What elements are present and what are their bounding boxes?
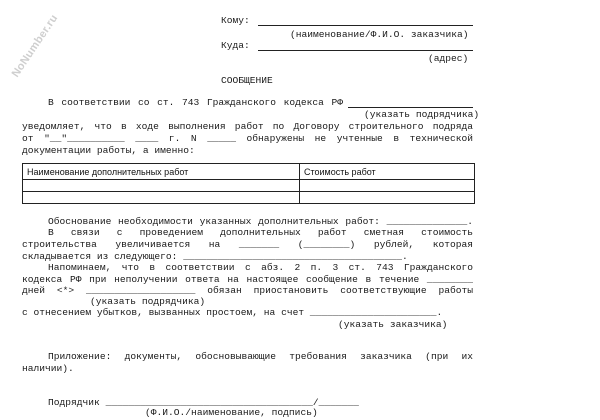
to-label: Кому: [221,15,250,26]
table-cell [300,180,475,192]
reminder-line-3: дней <*> ___________________ обязан приостановить соответствующие работы [22,285,473,296]
column-header-work-cost: Стоимость работ [300,164,475,180]
cost-line-3: складывается из следующего: ______________________________________. [22,251,408,262]
table-cell [23,192,300,204]
notice-line-2: уведомляет, что в ходе выполнения работ по Договору строительного подряда [22,121,473,132]
table-row [23,192,475,204]
column-header-work-name: Наименование дополнительных работ [23,164,300,180]
address-blank [258,50,473,51]
appendix-line-1: Приложение: документы, обосновывающие требования заказчика (при их [48,351,473,362]
table-header-row [23,164,475,180]
signature-line: Подрядчик ____________________________________/_______ [48,397,359,408]
notice-line-1: В соответствии со ст. 743 Гражданского кодекса РФ [48,97,343,108]
reminder-contractor-caption: (указать подрядчика) [90,296,206,307]
reminder-customer-caption: (указать заказчика) [338,319,448,330]
address-caption: (адрес) [428,53,469,64]
reminder-line-2: кодекса РФ при неполучении ответа на настоящее сообщение в течение ________ [22,274,473,285]
address-label: Куда: [221,40,250,51]
to-blank [258,25,473,26]
watermark: NoNumber.ru [9,12,61,80]
notice-line-3: от "__"__________ ____ г. N _____ обнаружены не учтенные в технической [22,133,473,144]
contractor-caption: (указать подрядчика) [364,109,480,120]
table-row [23,180,475,192]
cost-line-2: строительства увеличивается на _______ (________) рублей, которая [22,239,473,250]
additional-works-table [22,163,475,204]
justification-line: Обоснование необходимости указанных дополнительных работ: ______________. [48,216,473,227]
document-title: СООБЩЕНИЕ [221,75,273,86]
notice-line-4: документации работы, а именно: [22,145,195,156]
table-cell [300,192,475,204]
appendix-line-2: наличии). [22,363,74,374]
reminder-line-4: с отнесением убытков, вызванных простоем, на счет ______________________. [22,307,443,318]
signature-caption: (Ф.И.О./наименование, подпись) [145,407,318,418]
table-cell [23,180,300,192]
contractor-blank [348,107,473,108]
to-caption: (наименование/Ф.И.О. заказчика) [290,29,469,40]
reminder-line-1: Напоминаем, что в соответствии с абз. 2 п. 3 ст. 743 Гражданского [48,262,473,273]
cost-line-1: В связи с проведением дополнительных работ сметная стоимость [48,227,473,238]
